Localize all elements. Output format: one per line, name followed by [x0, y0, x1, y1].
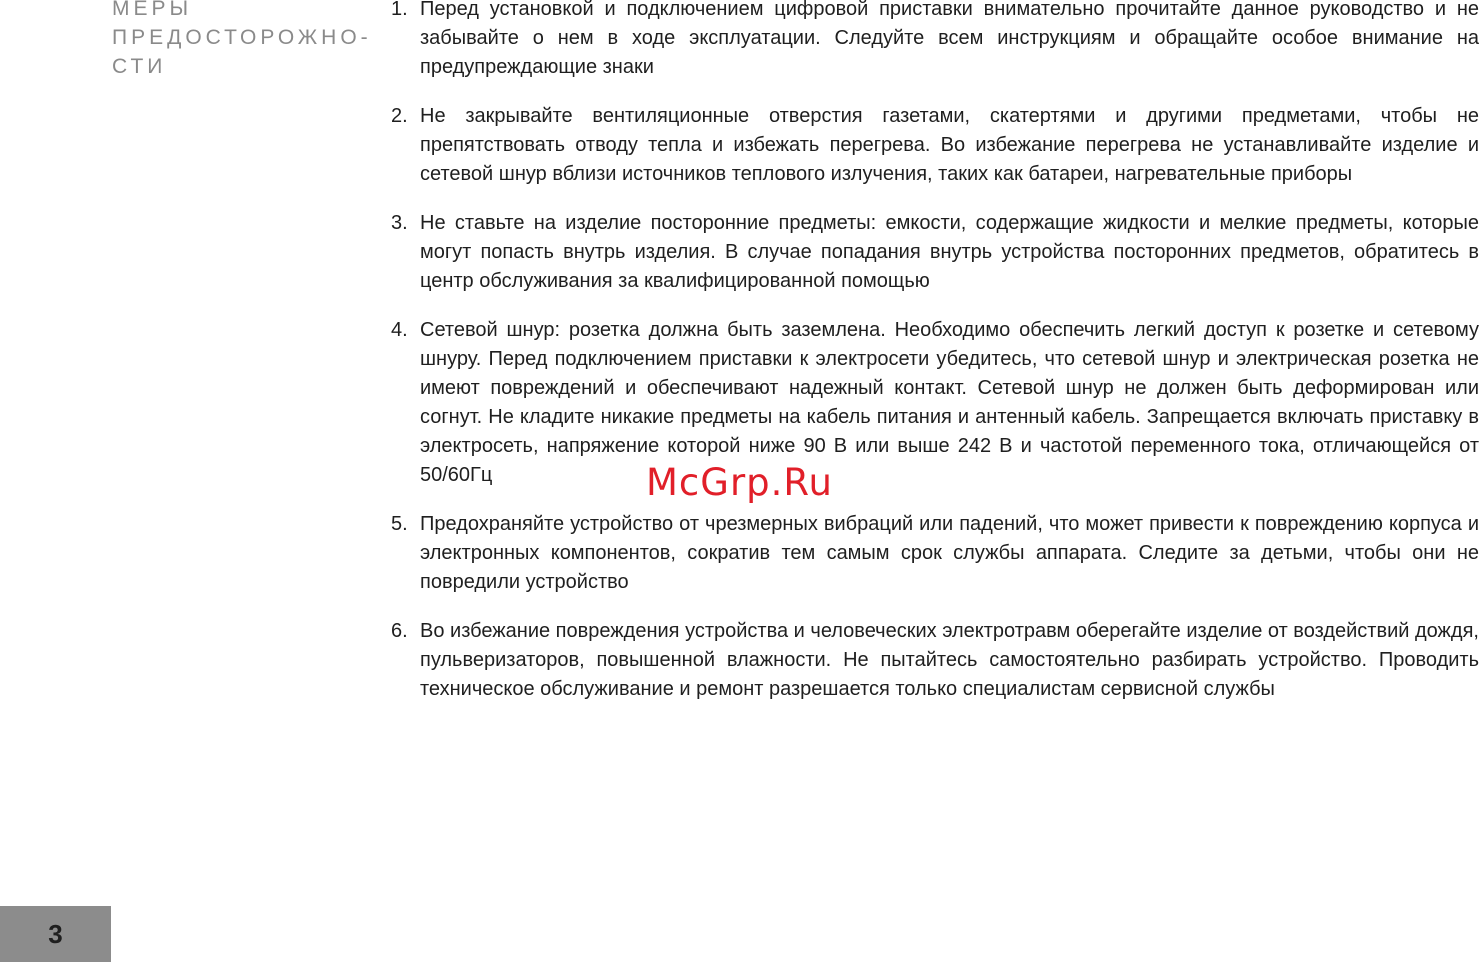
page-number: 3	[48, 918, 63, 949]
watermark: McGrp.Ru	[646, 461, 833, 504]
precaution-item-1	[391, 0, 1479, 82]
item-text: Во избежание повреждения устройства и человеческих электротравм оберегайте изделие от воздействий дождя, пульверизаторов, повышенной влажности. Не пытайтесь самостоятельно разбирать устройство. Проводить техническое обслуживание и ремонт разрешается только специалистам сервисной службы	[420, 620, 1479, 700]
precaution-item-3	[391, 209, 1479, 296]
section-title	[112, 0, 382, 81]
item-text: Не ставьте на изделие посторонние предметы: емкости, содержащие жидкости и мелкие предметы, которые могут попасть внутрь изделия. В случае попадания внутрь устройства посторонних предметов, обратитесь в центр обслуживания за квалифицированной помощью	[420, 212, 1479, 292]
item-number: 2.	[391, 105, 408, 127]
section-title-line-2: ПРЕДОСТОРОЖНО-	[112, 26, 372, 49]
item-text: Предохраняйте устройство от чрезмерных вибраций или падений, что может привести к повреждению корпуса и электронных компонентов, сократив тем самым срок службы аппарата. Следите за детьми, чтобы они не повредили устройство	[420, 513, 1479, 593]
page-number-box	[0, 906, 111, 962]
precautions-list	[391, 0, 1479, 724]
precaution-item-5	[391, 510, 1479, 597]
item-text: Не закрывайте вентиляционные отверстия газетами, скатертями и другими предметами, чтобы не препятствовать отводу тепла и избежать перегрева. Во избежание перегрева не устанавливайте изделие и сетевой шнур вблизи источников теплового излучения, таких как батареи, нагревательные приборы	[420, 105, 1479, 185]
precaution-item-2	[391, 102, 1479, 189]
item-number: 6.	[391, 620, 408, 642]
item-number: 5.	[391, 513, 408, 535]
item-number: 3.	[391, 212, 408, 234]
item-text: Перед установкой и подключением цифровой приставки внимательно прочитайте данное руководство и не забывайте о нем в ходе эксплуатации. Следуйте всем инструкциям и обращайте особое внимание на предупреждающие знаки	[420, 0, 1479, 78]
precaution-item-6	[391, 617, 1479, 704]
section-title-line-3: СТИ	[112, 55, 167, 78]
item-text: Сетевой шнур: розетка должна быть заземлена. Необходимо обеспечить легкий доступ к розетке и сетевому шнуру. Перед подключением приставки к электросети убедитесь, что сетевой шнур и электрическая розетка не имеют повреждений и обеспечивают надежный контакт. Сетевой шнур не должен быть деформирован или согнут. Не кладите никакие предметы на кабель питания и антенный кабель. Запрещается включать приставку в электросеть, напряжение которой ниже 90 В или выше 242 В и частотой переменного тока, отличающейся от 50/60Гц	[420, 319, 1479, 486]
item-number: 4.	[391, 319, 408, 341]
item-number: 1.	[391, 0, 408, 20]
precaution-item-4	[391, 316, 1479, 490]
section-title-line-1: МЕРЫ	[112, 0, 193, 20]
